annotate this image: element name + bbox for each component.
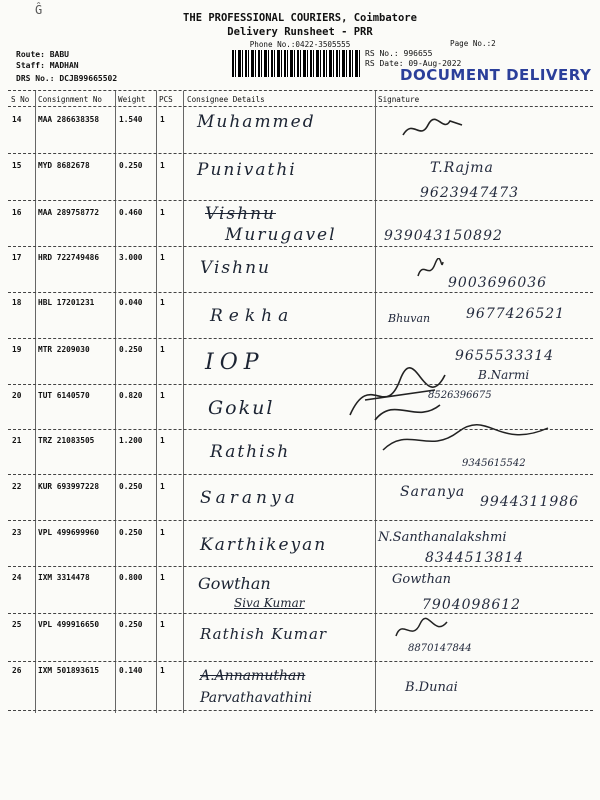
row-consignment: VPL 499699960 bbox=[38, 528, 100, 537]
row-rule bbox=[8, 153, 593, 154]
signature-phone: 8344513814 bbox=[425, 550, 525, 566]
signature-phone: 9345615542 bbox=[462, 458, 526, 469]
signature-name: Gowthan bbox=[392, 572, 452, 587]
row-sno: 15 bbox=[12, 161, 22, 170]
signature-name: B.Narmi bbox=[478, 368, 530, 382]
consignee-name: Gokul bbox=[208, 397, 275, 419]
col-sno: S No bbox=[11, 95, 30, 104]
row-rule bbox=[8, 661, 593, 662]
sheet-title: Delivery Runsheet - PRR bbox=[227, 26, 373, 38]
col-signature: Signature bbox=[378, 95, 420, 104]
row-consignment: IXM 501893615 bbox=[38, 666, 100, 675]
row-consignment: HBL 17201231 bbox=[38, 298, 95, 307]
row-rule bbox=[8, 292, 593, 293]
row-consignment: TUT 6140570 bbox=[38, 391, 90, 400]
row-sno: 25 bbox=[12, 620, 22, 629]
row-pcs: 1 bbox=[160, 573, 165, 582]
consignee-name: Rathish Kumar bbox=[200, 625, 328, 643]
row-pcs: 1 bbox=[160, 115, 165, 124]
row-pcs: 1 bbox=[160, 298, 165, 307]
row-weight: 0.250 bbox=[119, 161, 143, 170]
consignee-name: Vishnu bbox=[200, 258, 271, 278]
signature-name: Bhuvan bbox=[388, 312, 431, 325]
row-consignment: VPL 499916650 bbox=[38, 620, 100, 629]
col-consignee: Consignee Details bbox=[187, 95, 265, 104]
col-consignment: Consignment No bbox=[38, 95, 103, 104]
barcode bbox=[232, 50, 360, 77]
signature-phone: 8526396675 bbox=[428, 390, 492, 401]
signature-scribble bbox=[378, 420, 558, 460]
row-consignment: MAA 286638358 bbox=[38, 115, 100, 124]
row-pcs: 1 bbox=[160, 161, 165, 170]
signature-phone: 7904098612 bbox=[422, 597, 522, 613]
header-bottom-rule bbox=[8, 106, 593, 107]
row-rule bbox=[8, 710, 593, 711]
consignee-name: Rathish bbox=[210, 442, 291, 462]
row-weight: 1.540 bbox=[119, 115, 143, 124]
consignee-name: Saranya bbox=[200, 488, 299, 508]
row-weight: 0.040 bbox=[119, 298, 143, 307]
signature-name: T.Rajma bbox=[430, 160, 494, 176]
row-rule bbox=[8, 520, 593, 521]
row-pcs: 1 bbox=[160, 345, 165, 354]
signature-phone: 9655533314 bbox=[455, 348, 555, 364]
row-weight: 0.250 bbox=[119, 620, 143, 629]
row-pcs: 1 bbox=[160, 208, 165, 217]
staff-label: Staff: MADHAN bbox=[16, 61, 79, 70]
row-sno: 14 bbox=[12, 115, 22, 124]
row-consignment: IXM 3314478 bbox=[38, 573, 90, 582]
col-divider bbox=[156, 91, 157, 713]
col-divider bbox=[183, 91, 184, 713]
row-rule bbox=[8, 613, 593, 614]
row-sno: 23 bbox=[12, 528, 22, 537]
row-rule bbox=[8, 384, 593, 385]
consignee-name: Gowthan bbox=[198, 574, 271, 593]
consignee-name: Vishnu bbox=[205, 204, 276, 224]
row-weight: 0.250 bbox=[119, 528, 143, 537]
row-rule bbox=[8, 246, 593, 247]
row-pcs: 1 bbox=[160, 253, 165, 262]
header-top-rule bbox=[8, 90, 593, 91]
signature-phone: 9944311986 bbox=[480, 494, 580, 510]
signature-phone: 8870147844 bbox=[408, 643, 472, 654]
consignee-name-alt: Parvathavathini bbox=[200, 690, 312, 706]
row-consignment: TRZ 21083505 bbox=[38, 436, 95, 445]
row-pcs: 1 bbox=[160, 528, 165, 537]
drs-number: DRS No.: DCJB99665502 bbox=[16, 74, 118, 83]
row-weight: 0.140 bbox=[119, 666, 143, 675]
route-label: Route: BABU bbox=[16, 50, 69, 59]
row-sno: 20 bbox=[12, 391, 22, 400]
row-pcs: 1 bbox=[160, 620, 165, 629]
row-pcs: 1 bbox=[160, 482, 165, 491]
consignee-name: IOP bbox=[205, 350, 265, 375]
row-sno: 26 bbox=[12, 666, 22, 675]
row-rule bbox=[8, 474, 593, 475]
phone-number: Phone No.:0422-3505555 bbox=[249, 40, 351, 49]
consignee-name-alt: Murugavel bbox=[225, 225, 337, 245]
signature-name: N.Santhanalakshmi bbox=[378, 530, 507, 545]
row-consignment: MAA 289758772 bbox=[38, 208, 100, 217]
row-pcs: 1 bbox=[160, 666, 165, 675]
page-number: Page No.:2 bbox=[450, 39, 496, 48]
row-consignment: KUR 693997228 bbox=[38, 482, 100, 491]
row-sno: 17 bbox=[12, 253, 22, 262]
consignee-name: Muhammed bbox=[197, 112, 316, 132]
consignee-name-alt: Siva Kumar bbox=[234, 596, 305, 610]
row-sno: 18 bbox=[12, 298, 22, 307]
row-sno: 16 bbox=[12, 208, 22, 217]
col-divider bbox=[115, 91, 116, 713]
rs-number: RS No.: 996655 bbox=[365, 49, 433, 58]
row-weight: 0.250 bbox=[119, 482, 143, 491]
row-rule bbox=[8, 338, 593, 339]
signature-phone: 9623947473 bbox=[420, 185, 520, 201]
row-weight: 1.200 bbox=[119, 436, 143, 445]
col-pcs: PCS bbox=[159, 95, 173, 104]
row-weight: 3.000 bbox=[119, 253, 143, 262]
consignee-name: A.Annamuthan bbox=[200, 668, 306, 684]
corner-mark: Ĝ bbox=[35, 3, 43, 17]
signature-scribble bbox=[392, 616, 452, 644]
row-weight: 0.800 bbox=[119, 573, 143, 582]
row-consignment: MTR 2209030 bbox=[38, 345, 90, 354]
row-rule bbox=[8, 566, 593, 567]
col-divider bbox=[35, 91, 36, 713]
signature-name: Saranya bbox=[400, 484, 466, 500]
signature-phone: 939043150892 bbox=[384, 228, 503, 244]
row-pcs: 1 bbox=[160, 436, 165, 445]
signature-scribble bbox=[415, 258, 445, 284]
row-sno: 24 bbox=[12, 573, 22, 582]
signature-scribble bbox=[398, 113, 468, 143]
col-weight: Weight bbox=[118, 95, 146, 104]
row-weight: 0.460 bbox=[119, 208, 143, 217]
consignee-name: Karthikeyan bbox=[200, 535, 328, 555]
row-weight: 0.820 bbox=[119, 391, 143, 400]
company-title: THE PROFESSIONAL COURIERS, Coimbatore bbox=[183, 12, 417, 24]
signature-name: B.Dunai bbox=[405, 680, 458, 695]
row-rule bbox=[8, 200, 593, 201]
rs-date: RS Date: 09-Aug-2022 bbox=[365, 59, 462, 68]
consignee-name: Rekha bbox=[210, 306, 295, 326]
row-consignment: MYD 8682678 bbox=[38, 161, 90, 170]
signature-phone: 9677426521 bbox=[466, 306, 566, 322]
row-weight: 0.250 bbox=[119, 345, 143, 354]
document-delivery-stamp: DOCUMENT DELIVERY bbox=[400, 66, 592, 84]
row-pcs: 1 bbox=[160, 391, 165, 400]
row-sno: 21 bbox=[12, 436, 22, 445]
consignee-name: Punivathi bbox=[197, 160, 297, 180]
row-consignment: HRD 722749486 bbox=[38, 253, 100, 262]
signature-phone: 9003696036 bbox=[448, 275, 548, 291]
row-sno: 19 bbox=[12, 345, 22, 354]
row-sno: 22 bbox=[12, 482, 22, 491]
